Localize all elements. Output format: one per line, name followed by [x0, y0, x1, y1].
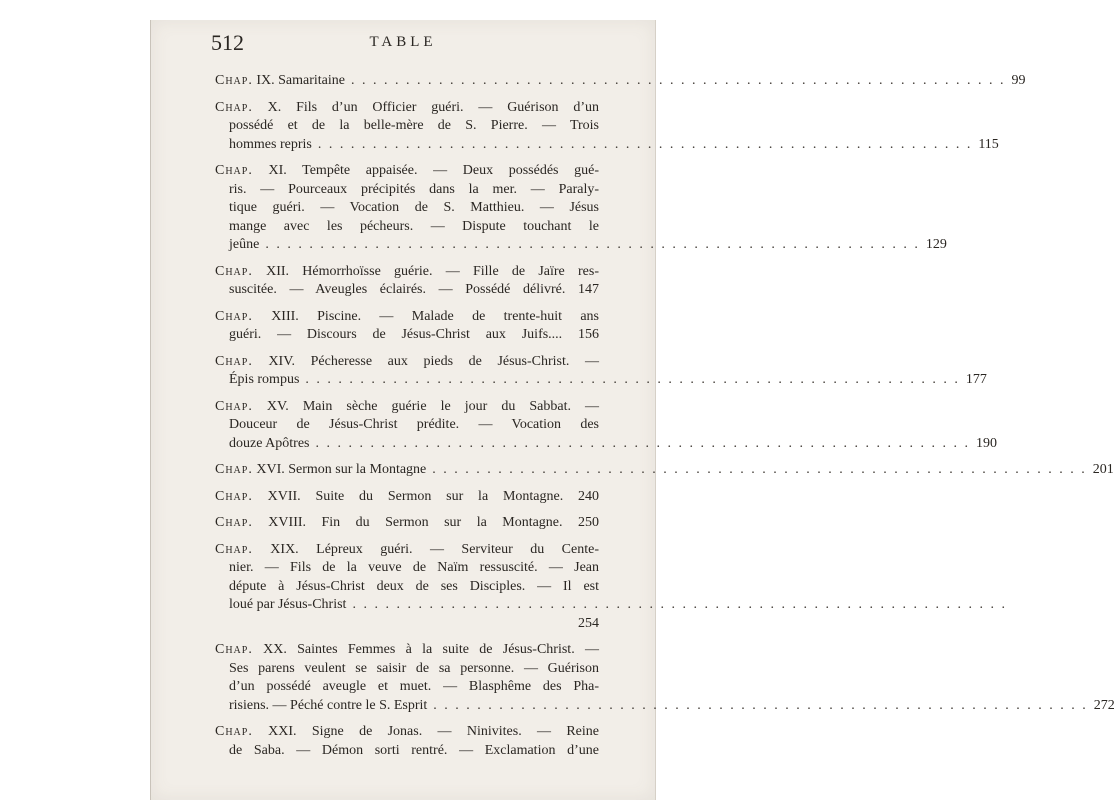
toc-line: Chap. XIX. Lépreux guéri. — Serviteur du Cente- — [215, 541, 599, 557]
toc-entry — [215, 461, 1114, 480]
table-of-contents — [215, 72, 1115, 768]
chapter-label: Chap. — [215, 263, 253, 279]
dot-leader: . . . . . . . . . . . . . . . . . . . . . . . . . . . . . . . . . . . . . . . . . . . . . . . . . . . . . . . . . . . . — [432, 462, 1087, 477]
toc-line: Douceur de Jésus-Christ prédite. — Vocation des — [229, 417, 599, 432]
dot-leader: . . . . . . . . . . . . . . . . . . . . . . . . . . . . . . . . . . . . . . . . . . . . . . . . . . . . . . . . . . . . — [265, 237, 920, 252]
chapter-label: Chap. — [215, 163, 253, 178]
toc-page-number: 272 — [1093, 697, 1115, 713]
chapter-label: Chap. — [215, 398, 253, 414]
toc-line-with-leader — [215, 236, 947, 255]
toc-line-text: Chap. XVI. Sermon sur la Montagne — [215, 462, 427, 477]
toc-line-text: Épis rompus — [229, 372, 300, 387]
toc-page-number: 254 — [578, 615, 599, 631]
dot-leader: . . . . . . . . . . . . . . . . . . . . . . . . . . . . . . . . . . . . . . . . . . . . . . . . . . . . . . . . . . . . — [352, 597, 1007, 612]
toc-page-number: 129 — [925, 237, 947, 252]
toc-line: de Saba. — Démon sorti rentré. — Exclamation d’une — [229, 742, 599, 758]
toc-line: Chap. XX. Saintes Femmes à la suite de Jésus-Christ. — — [215, 642, 599, 657]
toc-line-with-leader — [215, 461, 1114, 480]
toc-line: d’un possédé aveugle et muet. — Blasphême des Pha- — [229, 679, 599, 694]
toc-line: Chap. XIV. Pécheresse aux pieds de Jésus-Christ. — — [215, 353, 599, 369]
toc-line-with-leader — [215, 596, 1007, 615]
dot-leader: . . . . . . . . . . . . . . . . . . . . . . . . . . . . . . . . . . . . . . . . . . . . . . . . . . . . . . . . . . . . — [305, 372, 960, 387]
toc-line-with-leader — [215, 697, 1115, 716]
book-page — [150, 20, 1115, 800]
toc-line: Chap. X. Fils d’un Officier guéri. — Guérison d’un — [215, 99, 599, 115]
chapter-label: Chap. — [215, 462, 253, 477]
toc-page-number: 190 — [975, 435, 997, 451]
toc-line: Chap. XI. Tempête appaisée. — Deux possédés gué- — [215, 163, 599, 178]
toc-line-text: Chap. IX. Samaritaine — [215, 73, 345, 88]
toc-entry — [215, 488, 599, 507]
toc-entry — [215, 514, 599, 533]
toc-entry — [215, 99, 999, 155]
toc-line: suscitée. — Aveugles éclairés. — Possédé délivré. 147 — [229, 282, 599, 297]
toc-line: Chap. XV. Main sèche guérie le jour du Sabbat. — — [215, 398, 599, 414]
toc-line-text: loué par Jésus-Christ — [229, 597, 347, 612]
toc-line-text: jeûne — [229, 237, 260, 252]
chapter-label: Chap. — [215, 353, 253, 369]
page-header — [151, 30, 655, 54]
toc-line: tique guéri. — Vocation de S. Matthieu. — Jésus — [229, 200, 599, 215]
toc-line-text: douze Apôtres — [229, 435, 310, 451]
chapter-label: Chap. — [215, 541, 253, 557]
toc-entry — [215, 162, 947, 255]
toc-entry — [215, 72, 1026, 91]
toc-line: nier. — Fils de la veuve de Naïm ressuscité. — Jean — [229, 560, 599, 575]
toc-entry — [215, 641, 1115, 715]
toc-line: Chap. XXI. Signe de Jonas. — Ninivites. — Reine — [215, 724, 599, 739]
running-title: TABLE — [369, 34, 437, 50]
chapter-label: Chap. — [215, 308, 253, 324]
toc-line-with-leader — [215, 371, 987, 390]
toc-line: mange avec les pécheurs. — Dispute touchant le — [229, 218, 599, 234]
toc-entry — [215, 308, 599, 345]
toc-line: Chap. XVII. Suite du Sermon sur la Montagne. 240 — [215, 488, 599, 504]
chapter-label: Chap. — [215, 488, 253, 504]
chapter-label: Chap. — [215, 73, 253, 88]
toc-page-number: 177 — [965, 372, 987, 387]
toc-entry — [215, 541, 1007, 634]
chapter-label: Chap. — [215, 642, 253, 657]
toc-line: ris. — Pourceaux précipités dans la mer. — Paraly- — [229, 181, 599, 197]
chapter-label: Chap. — [215, 99, 253, 115]
toc-line: guéri. — Discours de Jésus-Christ aux Juifs.... 156 — [229, 327, 599, 342]
toc-entry — [215, 353, 987, 390]
chapter-label: Chap. — [215, 515, 253, 530]
dot-leader: . . . . . . . . . . . . . . . . . . . . . . . . . . . . . . . . . . . . . . . . . . . . . . . . . . . . . . . . . . . . — [317, 136, 973, 152]
toc-line: députe à Jésus-Christ deux de ses Disciples. — Il est — [229, 578, 599, 594]
toc-page-number: 99 — [1011, 73, 1026, 88]
toc-entry — [215, 723, 599, 760]
dot-leader: . . . . . . . . . . . . . . . . . . . . . . . . . . . . . . . . . . . . . . . . . . . . . . . . . . . . . . . . . . . . — [315, 435, 970, 451]
toc-line: Chap. XII. Hémorrhoïsse guérie. — Fille de Jaïre res- — [215, 263, 599, 279]
toc-page-number: 115 — [978, 136, 999, 152]
toc-entry — [215, 263, 599, 300]
dot-leader: . . . . . . . . . . . . . . . . . . . . . . . . . . . . . . . . . . . . . . . . . . . . . . . . . . . . . . . . . . . . — [433, 697, 1088, 713]
toc-line: Chap. XVIII. Fin du Sermon sur la Montagne. 250 — [215, 515, 599, 530]
toc-entry — [215, 398, 997, 454]
toc-line-with-leader — [215, 435, 997, 454]
toc-page-number: 201 — [1092, 462, 1114, 477]
toc-line-with-leader — [215, 136, 999, 155]
toc-line-with-leader — [215, 72, 1026, 91]
toc-line: possédé et de la belle-mère de S. Pierre. — Trois — [229, 118, 599, 133]
chapter-label: Chap. — [215, 724, 253, 739]
page-number: 512 — [211, 30, 244, 55]
toc-line-text: risiens. — Péché contre le S. Esprit — [229, 697, 428, 713]
toc-line-text: hommes repris — [229, 136, 312, 152]
dot-leader: . . . . . . . . . . . . . . . . . . . . . . . . . . . . . . . . . . . . . . . . . . . . . . . . . . . . . . . . . . . . — [350, 73, 1006, 88]
toc-line: Chap. XIII. Piscine. — Malade de trente-huit ans — [215, 308, 599, 324]
toc-line: Ses parens veulent se saisir de sa personne. — Guérison — [229, 660, 599, 676]
